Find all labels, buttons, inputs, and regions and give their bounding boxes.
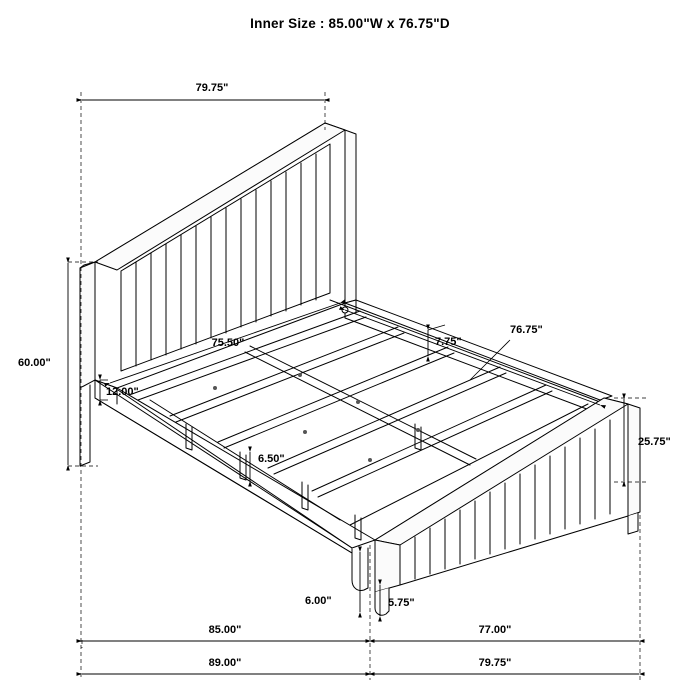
- dimension-label-inner-depth: 76.75": [510, 324, 543, 336]
- dimension-label-outer-width-right: 79.75": [478, 657, 512, 669]
- dimension-label-rail-thickness: 7.75": [435, 336, 462, 348]
- bed-geometry: [80, 123, 640, 615]
- dimension-label-headboard-height: 60.00": [18, 357, 51, 369]
- dimension-label-overall-length-right: 77.00": [478, 624, 512, 636]
- dimension-label-overall-length-left: 85.00": [208, 624, 242, 636]
- dimension-label-leg-clearance: 6.00": [305, 595, 332, 607]
- dimension-label-post-offset: 12.00": [106, 386, 139, 398]
- dimension-label-slat-height: 6.50": [258, 453, 285, 465]
- dimension-label-footboard-height: 25.75": [638, 436, 671, 448]
- dimension-label-outer-length-left: 89.00": [208, 657, 242, 669]
- dimension-label-footboard-leg-height: 5.75": [388, 597, 415, 609]
- dimension-label-side-rail-length: 75.50": [211, 337, 245, 349]
- dimension-label-headboard-width: 79.75": [195, 82, 229, 94]
- page-title: Inner Size : 85.00"W x 76.75"D: [250, 16, 450, 31]
